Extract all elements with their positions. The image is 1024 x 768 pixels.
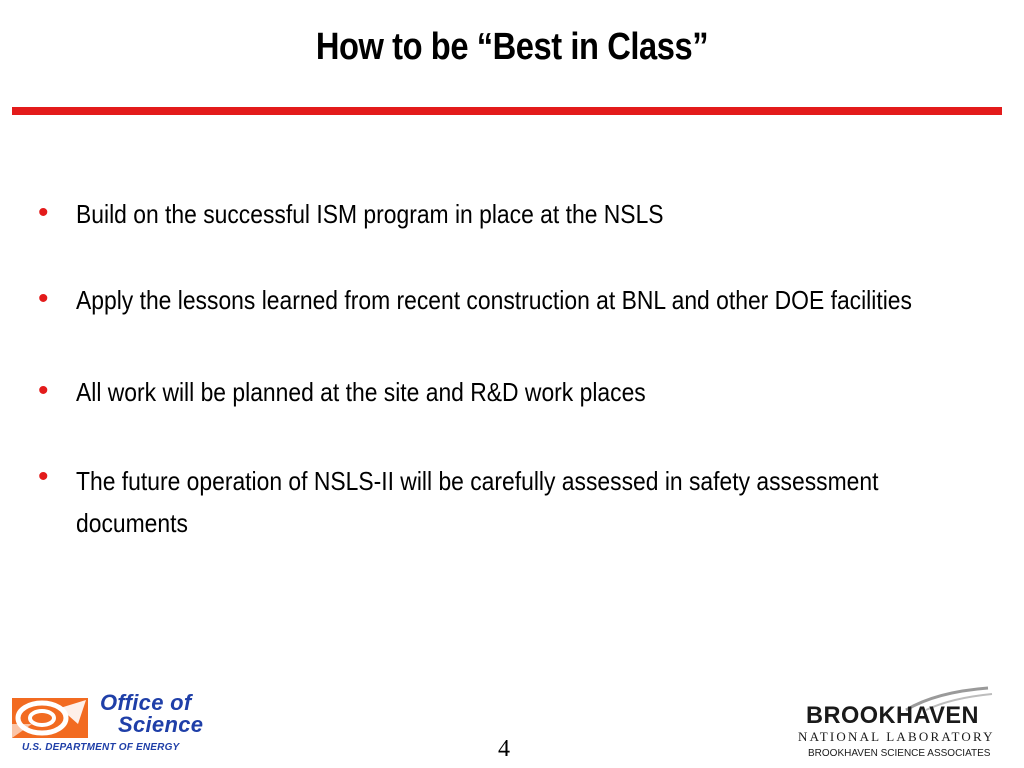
bnl-associates: BROOKHAVEN SCIENCE ASSOCIATES [808, 748, 991, 759]
bullet-marker: • [38, 374, 49, 407]
bullet-item [36, 196, 996, 232]
bullet-text: Apply the lessons learned from recent construction at BNL and other DOE facilities [76, 285, 912, 315]
bullet-list [36, 196, 996, 544]
bullet-marker: • [38, 460, 49, 493]
doe-office-of-science-logo [8, 690, 218, 760]
page-number: 4 [498, 736, 510, 762]
bullet-item [36, 374, 996, 410]
doe-name-line2: Science [118, 712, 204, 737]
doe-department-label: U.S. DEPARTMENT OF ENERGY [22, 742, 180, 753]
bullet-marker: • [38, 282, 49, 315]
doe-office-name [100, 692, 203, 736]
bnl-name: BROOKHAVEN [806, 702, 980, 729]
slide-title: How to be “Best in Class” [315, 26, 709, 68]
brookhaven-logo [796, 684, 1018, 764]
bullet-text: The future operation of NSLS-II will be carefully assessed in safety assessment documents [76, 466, 879, 538]
doe-emblem-icon [8, 694, 92, 742]
bullet-text: All work will be planned at the site and R&D work places [76, 377, 646, 407]
doe-name-line1: Office of [100, 690, 192, 715]
title-divider [12, 107, 1002, 115]
bnl-subtitle: NATIONAL LABORATORY [798, 729, 995, 744]
bullet-item [36, 460, 996, 544]
bullet-text: Build on the successful ISM program in place at the NSLS [76, 199, 664, 229]
bullet-item [36, 282, 996, 318]
bullet-marker: • [38, 196, 49, 229]
